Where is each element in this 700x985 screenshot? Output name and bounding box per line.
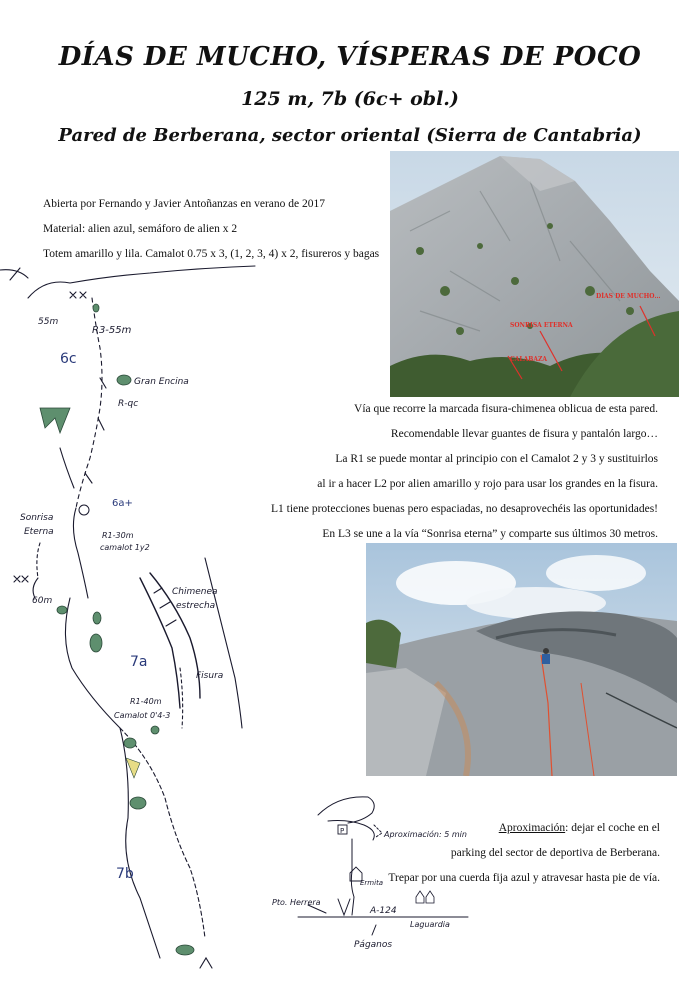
page-title: DÍAS DE MUCHO, VÍSPERAS DE POCO bbox=[58, 42, 642, 72]
map-road: A-124 bbox=[370, 906, 397, 916]
location-subtitle: Pared de Berberana, sector oriental (Sierra de Cantabria) bbox=[58, 125, 642, 146]
photo-label-sonrisa: SONRISA ETERNA bbox=[510, 322, 573, 329]
topo-60m: 60m bbox=[32, 596, 53, 606]
topo-r-qc: R-qc bbox=[118, 399, 139, 409]
map-ermita: Ermita bbox=[360, 879, 384, 887]
route-grade-subtitle: 125 m, 7b (6c+ obl.) bbox=[241, 88, 459, 110]
topo-gran-encina: Gran Encina bbox=[134, 377, 189, 387]
description-line-6: En L3 se une a la vía “Sonrisa eterna” y comparte sus últimos 30 metros. bbox=[322, 528, 658, 540]
map-laguardia: Laguardia bbox=[410, 920, 450, 929]
approach-line-2: parking del sector de deportiva de Berberana. bbox=[450, 847, 660, 859]
climber-photo bbox=[366, 543, 677, 776]
description-line-2: Recomendable llevar guantes de fisura y pantalón largo… bbox=[390, 428, 658, 440]
topo-r1: R1-30m bbox=[102, 531, 134, 540]
topo-grade-6c: 6c bbox=[60, 351, 77, 367]
photo-label-calabaza: CALABAZA bbox=[510, 356, 548, 363]
map-paganos: Páganos bbox=[354, 940, 393, 950]
approach-heading: Aproximación bbox=[498, 822, 566, 834]
topo-grade-7b: 7b bbox=[116, 866, 134, 882]
description-line-3: La R1 se puede montar al principio con el Camalot 2 y 3 y sustituirlos bbox=[335, 453, 658, 465]
wall-overview-photo bbox=[390, 151, 679, 397]
topo-eterna: Eterna bbox=[24, 527, 54, 537]
description-line-1: Vía que recorre la marcada fisura-chimenea oblicua de esta pared. bbox=[354, 403, 658, 415]
map-parking-p: P bbox=[340, 827, 345, 835]
topo-estrecha: estrecha bbox=[176, 601, 216, 611]
photo-label-dias: DÍAS DE MUCHO… bbox=[596, 293, 661, 300]
topo-sonrisa: Sonrisa bbox=[20, 513, 54, 523]
description-line-5: L1 tiene protecciones buenas pero espaciadas, no desaprovechéis las oportunidades! bbox=[270, 503, 658, 515]
info-material: Material: alien azul, semáforo de alien x 2 bbox=[43, 223, 238, 235]
topo-r3: R3-55m bbox=[92, 325, 132, 336]
topo-chimenea: Chimenea bbox=[172, 587, 218, 597]
topo-camalot-2: Camalot 0'4-3 bbox=[114, 711, 171, 720]
topo-grade-6a: 6a+ bbox=[112, 498, 133, 509]
approach-line-1 bbox=[499, 822, 660, 834]
map-pto-herrera: Pto. Herrera bbox=[272, 898, 321, 907]
topo-55m: 55m bbox=[38, 317, 59, 327]
route-topo-sketch bbox=[0, 258, 260, 980]
topo-r1-40: R1-40m bbox=[130, 697, 162, 706]
info-gear: Totem amarillo y lila. Camalot 0.75 x 3, (1, 2, 3, 4) x 2, fisureros y bagas bbox=[43, 248, 380, 260]
approach-map-sketch bbox=[268, 785, 508, 955]
approach-line-3: Trepar por una cuerda fija azul y atravesar hasta pie de vía. bbox=[388, 872, 660, 884]
topo-fisura: Fisura bbox=[196, 671, 224, 681]
approach-line-1-text: : dejar el coche en el bbox=[565, 822, 660, 834]
description-line-4: al ir a hacer L2 por alien amarillo y rojo para usar los grandes en la fisura. bbox=[317, 478, 658, 490]
map-approach-time: Aproximación: 5 min bbox=[384, 830, 467, 839]
topo-grade-7a: 7a bbox=[130, 654, 148, 670]
info-opened: Abierta por Fernando y Javier Antoñanzas en verano de 2017 bbox=[43, 198, 325, 210]
topo-camalot-1: camalot 1y2 bbox=[100, 543, 150, 552]
